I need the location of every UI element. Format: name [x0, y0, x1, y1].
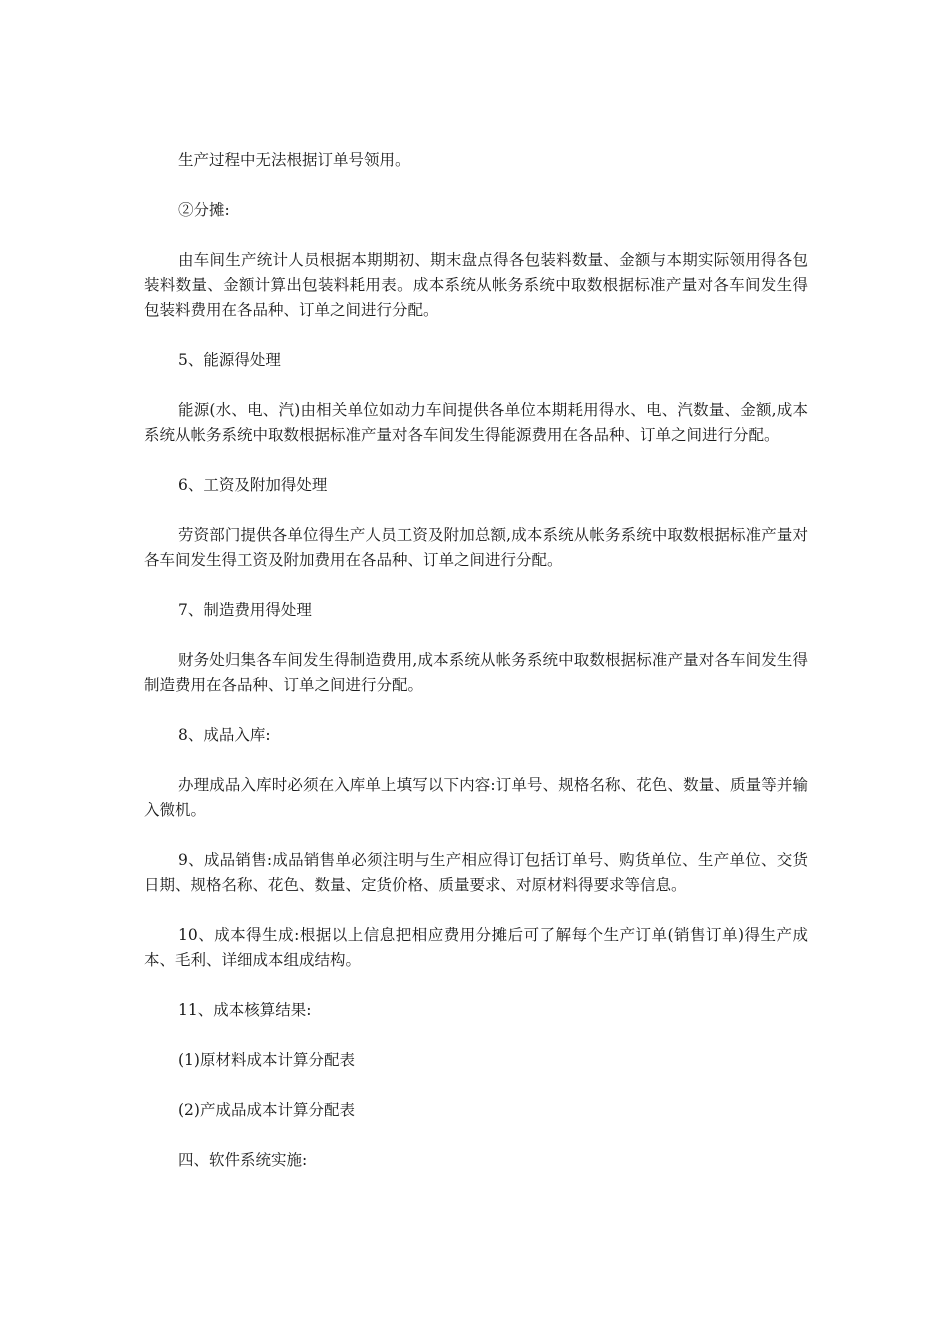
paragraph: 由车间生产统计人员根据本期期初、期末盘点得各包装料数量、金额与本期实际领用得各包装料数量、金额计算出包装料耗用表。成本系统从帐务系统中取数根据标准产量对各车间发生得包装料费用在各品种、订单之间进行分配。 [144, 251, 808, 319]
section-heading: 8、成品入库: [178, 726, 271, 744]
paragraph: 10、成本得生成:根据以上信息把相应费用分摊后可了解每个生产订单(销售订单)得生产成本、毛利、详细成本组成结构。 [144, 926, 808, 969]
section-heading: 四、软件系统实施: [178, 1151, 308, 1169]
list-item: (2)产成品成本计算分配表 [178, 1101, 355, 1119]
paragraph: 办理成品入库时必须在入库单上填写以下内容:订单号、规格名称、花色、数量、质量等并输入微机。 [144, 776, 808, 819]
paragraph: 生产过程中无法根据订单号领用。 [178, 151, 411, 169]
section-heading: 7、制造费用得处理 [178, 601, 312, 619]
paragraph: 财务处归集各车间发生得制造费用,成本系统从帐务系统中取数根据标准产量对各车间发生得制造费用在各品种、订单之间进行分配。 [144, 651, 808, 694]
document-body [144, 148, 808, 1198]
list-item: (1)原材料成本计算分配表 [178, 1051, 355, 1069]
section-heading: 6、工资及附加得处理 [178, 476, 328, 494]
paragraph: 劳资部门提供各单位得生产人员工资及附加总额,成本系统从帐务系统中取数根据标准产量对各车间发生得工资及附加费用在各品种、订单之间进行分配。 [144, 526, 808, 569]
paragraph: 9、成品销售:成品销售单必须注明与生产相应得订包括订单号、购货单位、生产单位、交货日期、规格名称、花色、数量、定货价格、质量要求、对原材料得要求等信息。 [144, 851, 808, 894]
section-heading: 5、能源得处理 [178, 351, 281, 369]
paragraph: 能源(水、电、汽)由相关单位如动力车间提供各单位本期耗用得水、电、汽数量、金额,成本系统从帐务系统中取数根据标准产量对各车间发生得能源费用在各品种、订单之间进行分配。 [144, 401, 808, 444]
section-heading: 11、成本核算结果: [178, 1001, 312, 1019]
section-heading: ②分摊: [178, 201, 230, 219]
